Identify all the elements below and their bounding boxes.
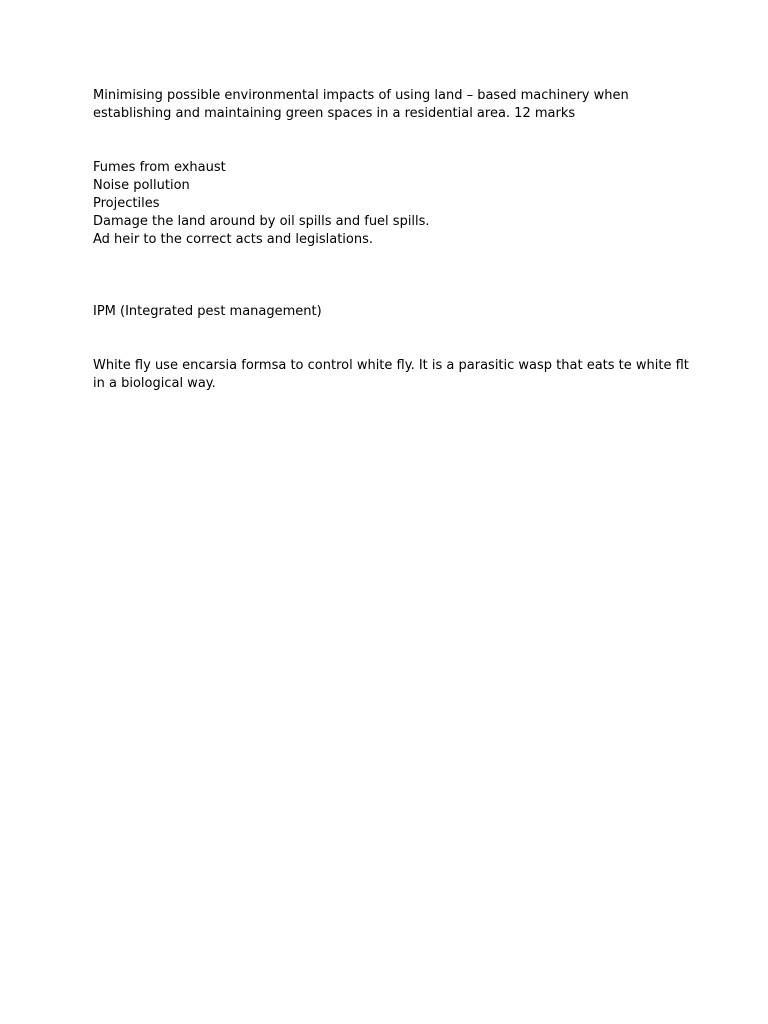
spacer xyxy=(93,123,683,159)
whitefly-line-2: in a biological way. xyxy=(93,376,216,391)
whitefly-line-1: White fly use encarsia formsa to control white fly. It is a parasitic wasp that eats te white flt xyxy=(93,358,689,373)
spacer xyxy=(93,321,683,357)
document-body xyxy=(93,87,689,393)
impact-item: Noise pollution xyxy=(93,178,190,193)
spacer xyxy=(93,249,683,303)
impact-item: Ad heir to the correct acts and legislations. xyxy=(93,232,374,247)
impact-item: Projectiles xyxy=(93,196,160,211)
question-paragraph xyxy=(93,87,683,123)
question-line-2: establishing and maintaining green spaces in a residential area. 12 marks xyxy=(93,106,576,121)
question-line-1: Minimising possible environmental impacts of using land – based machinery when xyxy=(93,88,629,103)
ipm-heading xyxy=(93,303,683,321)
impacts-list xyxy=(93,159,683,249)
impact-item: Fumes from exhaust xyxy=(93,160,226,175)
whitefly-paragraph xyxy=(93,357,689,393)
ipm-heading-text: IPM (Integrated pest management) xyxy=(93,304,322,319)
impact-item: Damage the land around by oil spills and fuel spills. xyxy=(93,214,430,229)
